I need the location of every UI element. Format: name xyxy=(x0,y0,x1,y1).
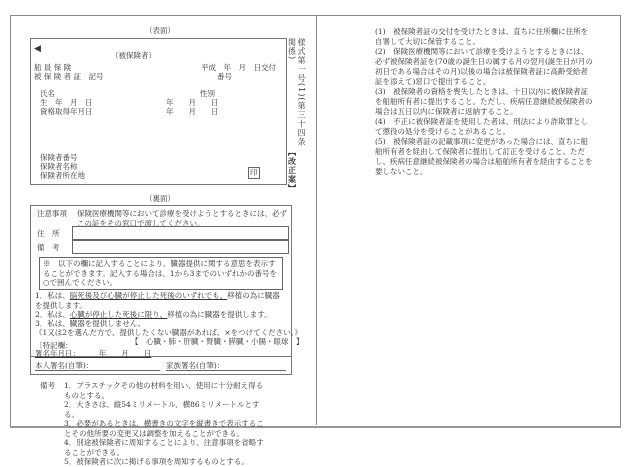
insurer-address: 保険者所在地 xyxy=(40,171,85,180)
signature-date[interactable]: 署名年月日： 年 月 日 xyxy=(35,349,152,358)
note-item: 3．必要があるときは、横書きの文字を縦書きで表示することその他所要の変更又は調整を加えることができる。 xyxy=(64,419,264,438)
opt2-suffix: 移植の為に臓器を提供します。 xyxy=(167,310,272,319)
sex-label: 性別 xyxy=(200,89,215,98)
option-note: 《1又は2を選んだ方で、提供したくない臓器があれば、×をつけてください。》 xyxy=(35,328,302,337)
organ-donation-note: ※ 以下の欄に記入することにより、臓器提供に関する意思を表示することができます。記入する場合は、1から3までのいずれかの番号を○で囲んでください。 xyxy=(39,257,283,290)
opt2-underlined: 心臓が停止した死後に限り、 xyxy=(69,310,168,319)
notice-items xyxy=(375,27,593,177)
remarks-label: 備 考 xyxy=(37,243,60,252)
card-title-2: 被 保 険 者 証 記号 xyxy=(34,72,104,81)
insured-label: （被保険者） xyxy=(111,51,156,60)
organ-list[interactable]: 【 心臓・肺・肝臓・腎臓・膵臓・小腸・眼球 】 xyxy=(131,337,304,346)
note-item: 5．被保険者に次に掲げる事項を周知するものとする。 xyxy=(64,457,249,466)
birth-date: 年 月 日 xyxy=(166,98,219,107)
front-card xyxy=(30,38,287,185)
self-signature-line[interactable] xyxy=(35,370,160,371)
notice-item: (4) 不正に被保険者証を使用した者は、刑法により詐欺罪として懲役の処分を受けることがあること。 xyxy=(375,117,589,136)
note-item: 2．大きさは、縦54ミリメートル、横86ミリメートルとする。 xyxy=(64,400,260,419)
seal-stamp: 印 xyxy=(250,168,258,177)
opt2-prefix: 2．私は、 xyxy=(35,310,70,319)
opt1-prefix: 1．私は、 xyxy=(35,291,70,300)
issue-date: 平成 年 月 日交付 xyxy=(201,63,276,72)
insurer-number: 保険者番号 xyxy=(40,153,78,162)
address-field[interactable] xyxy=(72,226,289,240)
form-number-label: 様式第一号(1)(第三十四条関係) xyxy=(287,38,306,147)
notice-item: (2) 保険医療機関等において診療を受けようとするときには、必ず被保険者証を(70歳の誕生日の属する月の翌月(誕生日が月の初日である場合はその月)以後の場合は被保険者証に高齢受給者証を添えて)窓口で提出すること。 xyxy=(375,47,593,86)
notice-item: (5) 被保険者証の記載事項に変更があった場合には、直ちに船舶所有者を経由して保険者に提出して訂正を受けること。ただし、疾病任意継続被保険者の場合は船舶所有者を経由することを要しないこと。 xyxy=(375,137,593,176)
name-label: 氏名 xyxy=(40,89,55,98)
back-heading: （裏面） xyxy=(145,194,175,203)
note-item: 4．別途被保険者に周知することにより、注意事項を省略することができる。 xyxy=(64,438,264,457)
opt1-underlined: 脳死後及び心臓が停止した死後のいずれでも、 xyxy=(69,291,228,300)
self-signature-label: 本人署名(自筆)： xyxy=(35,361,94,370)
number-label: 番号 xyxy=(217,72,232,81)
address-label: 住 所 xyxy=(37,229,60,238)
acquired-label: 資格取得年月日 xyxy=(40,107,93,116)
acquired-date: 年 月 日 xyxy=(166,107,219,116)
note-item: 1．プラスチックその他の材料を用い、使用に十分耐え得るものとする。 xyxy=(64,381,264,400)
notice-label: 注意事項 xyxy=(37,209,67,218)
back-card xyxy=(30,205,304,357)
birth-label: 生 年 月 日 xyxy=(40,98,93,107)
opt1-suffix: 移植の為に臓器を提供します。 xyxy=(35,291,280,310)
remarks-field[interactable] xyxy=(72,240,289,254)
family-signature-line[interactable] xyxy=(166,370,286,371)
option-1[interactable] xyxy=(35,291,287,310)
option-3[interactable]: 3．私は、臓器を提供しません。 xyxy=(35,319,146,328)
special-remarks: 〔特記欄： xyxy=(35,341,73,350)
family-signature-label: 家族署名(自筆)： xyxy=(166,361,225,370)
notes-list xyxy=(64,381,269,467)
notice-item: (3) 被保険者の資格を喪失したときは、十日以内に被保険者証を船舶所有者に提出すること。ただし、疾病任意継続被保険者の場合は五日以内に保険者に返納すること。 xyxy=(375,87,593,116)
insurer-name: 保険者名称 xyxy=(40,162,78,171)
notice-text: 保険医療機関等において診療を受けようとするときには、必ずこの証をその窓口で渡してください。 xyxy=(77,209,287,228)
column-divider xyxy=(316,15,317,425)
notes-label: 備考 xyxy=(40,381,55,390)
revision-tag: 【改正案】 xyxy=(287,148,298,193)
front-heading: （表面） xyxy=(145,26,175,35)
arrow-left-icon: ◀ xyxy=(34,44,41,54)
card-title-1: 船 員 保 険 xyxy=(34,63,72,72)
notice-item: (1) 被保険者証の交付を受けたときは、直ちに住所欄に住所を自署して大切に保管すること。 xyxy=(375,27,589,46)
